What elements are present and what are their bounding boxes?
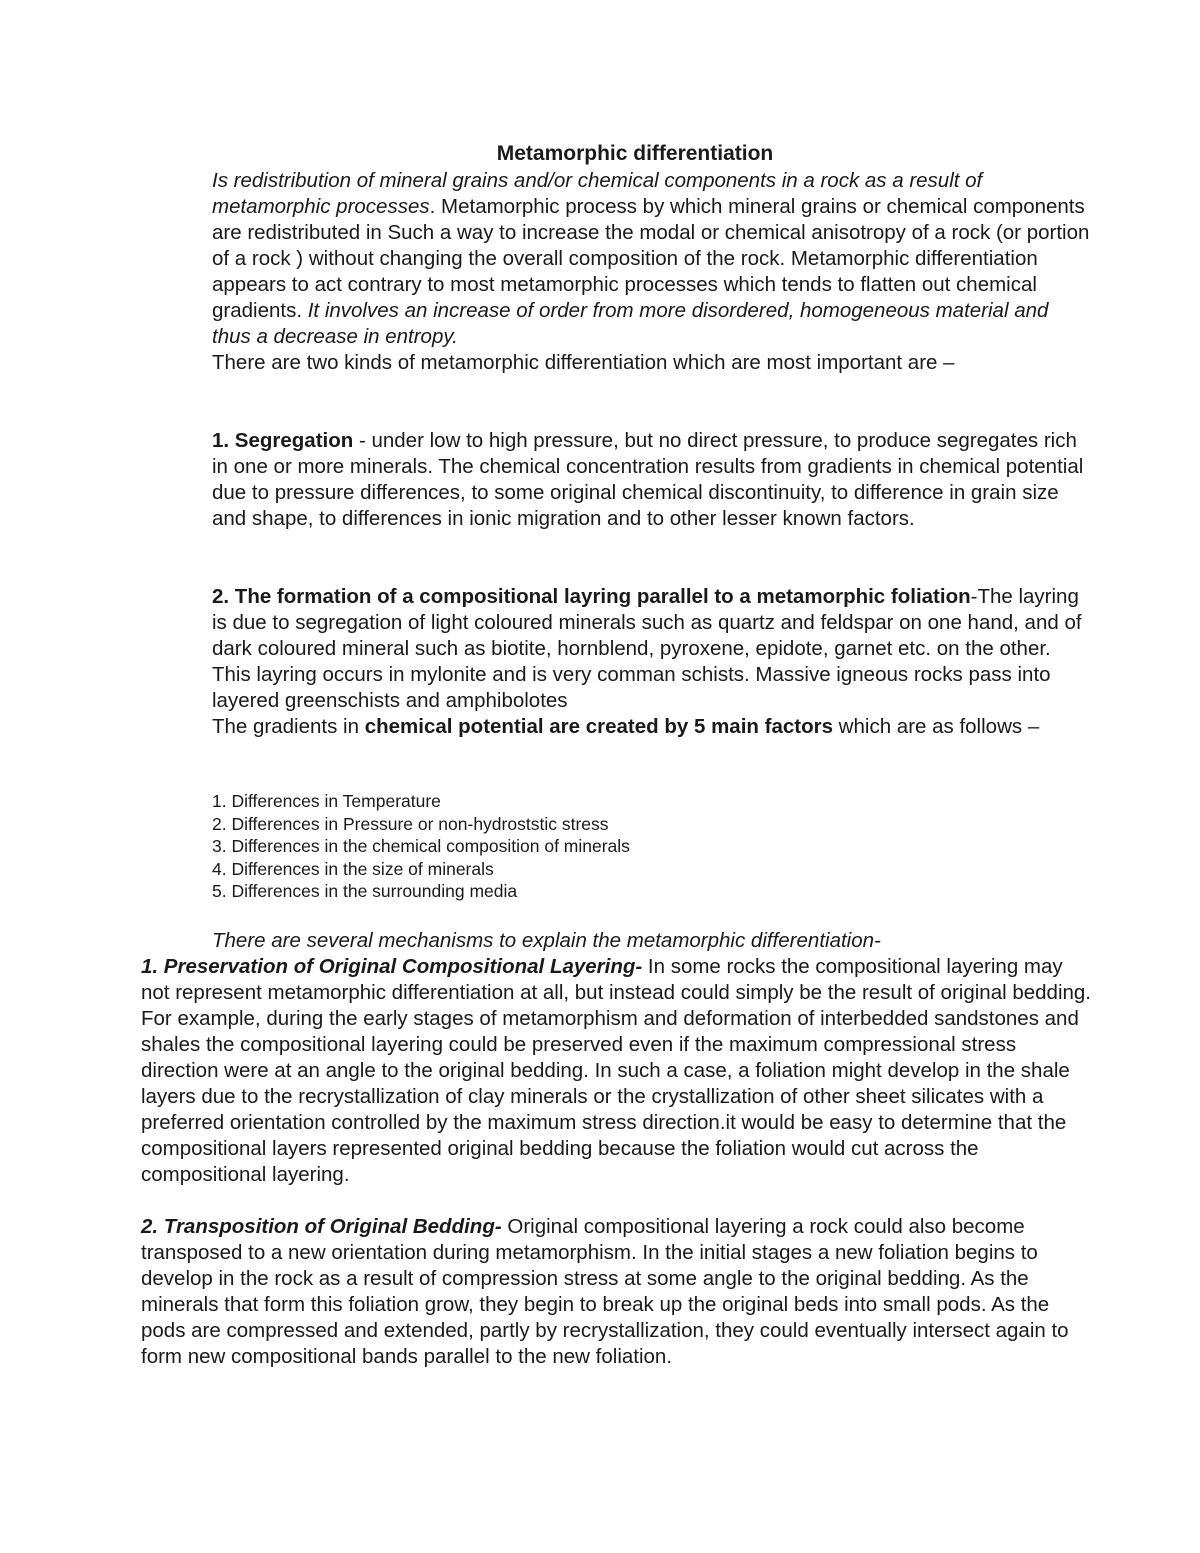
kinds-sentence: There are two kinds of metamorphic differentiation which are most important are – [212,351,955,374]
mechanisms-intro-section [212,928,1092,954]
layering-body: -The layring is due to segregation of light coloured minerals such as quartz and feldspar on one hand, and of dark coloured mineral such as biotite, hornblend, pyroxene, epidote, garnet etc. on the other. This layring occurs in mylonite and is very comman schists. Massive igneous rocks pass into layered greenschists and amphibolotes [212,585,1082,712]
gradients-bold: chemical potential are created by 5 main factors [364,715,833,738]
list-item: 3. Differences in the chemical composition of minerals [212,836,630,857]
gradients-paragraph [212,714,1092,740]
layering-section [212,584,1092,740]
page-title: Metamorphic differentiation [496,142,774,165]
list-item: 2. Differences in Pressure or non-hydroststic stress [212,813,609,834]
transposition-paragraph [141,1214,1091,1370]
factors-list [212,790,912,903]
gradients-post: which are as follows – [832,715,1040,738]
segregation-paragraph [212,428,1092,532]
preservation-heading: 1. Preservation of Original Compositional Layering- [141,955,643,978]
preservation-paragraph [141,954,1091,1188]
mechanism-transposition-section [141,1214,1091,1370]
list-item: 1. Differences in Temperature [212,791,441,811]
intro-section [212,168,1092,376]
entropy-italic: It involves an increase of order from more disordered, homogeneous material and thus a decrease in entropy. [212,299,1049,348]
preservation-body: In some rocks the compositional layering may not represent metamorphic differentiation at all, but instead could simply be the result of original bedding. For example, during the early stages of metamorphism and deformation of interbedded sandstones and shales the compositional layering could be preserved even if the maximum compressional stress direction were at an angle to the original bedding. In such a case, a foliation might develop in the shale layers due to the recrystallization of clay minerals or the crystallization of other sheet silicates with a preferred orientation controlled by the maximum stress direction.it would be easy to determine that the compositional layers represented original bedding because the foliation would cut across the compositional layering. [141,955,1092,1186]
segregation-body: - under low to high pressure, but no direct pressure, to produce segregates rich in one or more minerals. The chemical concentration results from gradients in chemical potential due to pressure differences, to some original chemical discontinuity, to difference in grain size and shape, to differences in ionic migration and to other lesser known factors. [212,429,1084,530]
segregation-heading: 1. Segregation [212,429,354,452]
list-item: 5. Differences in the surrounding media [212,881,518,902]
segregation-section [212,428,1092,532]
layering-heading: 2. The formation of a compositional layring parallel to a metamorphic foliation [212,585,971,608]
definition-paragraph [212,168,1092,350]
mechanisms-intro [212,928,1092,954]
list-item: 4. Differences in the size of minerals [212,858,494,879]
transposition-heading: 2. Transposition of Original Bedding- [141,1215,502,1238]
definition-body: . Metamorphic process by which mineral grains or chemical components are redistributed in Such a way to increase the modal or chemical anisotropy of a rock (or portion of a rock ) without changing the overall composition of the rock. Metamorphic differentiation appears to act contrary to most metamorphic processes which tends to flatten out chemical gradients. [212,195,1090,322]
mechanisms-intro-italic: There are several mechanisms to explain the metamorphic differentiation- [212,929,881,952]
mechanism-preservation-section [141,954,1091,1188]
definition-italic: Is redistribution of mineral grains and/or chemical components in a rock as a result of metamorphic processes [212,169,983,218]
gradients-pre: The gradients in [212,715,365,738]
transposition-body: Original compositional layering a rock could also become transposed to a new orientation during metamorphism. In the initial stages a new foliation begins to develop in the rock as a result of compression stress at some angle to the original bedding. As the minerals that form this foliation grow, they begin to break up the original beds into small pods. As the pods are compressed and extended, partly by recrystallization, they could eventually intersect again to form new compositional bands parallel to the new foliation. [141,1215,1069,1368]
layering-paragraph [212,584,1092,714]
